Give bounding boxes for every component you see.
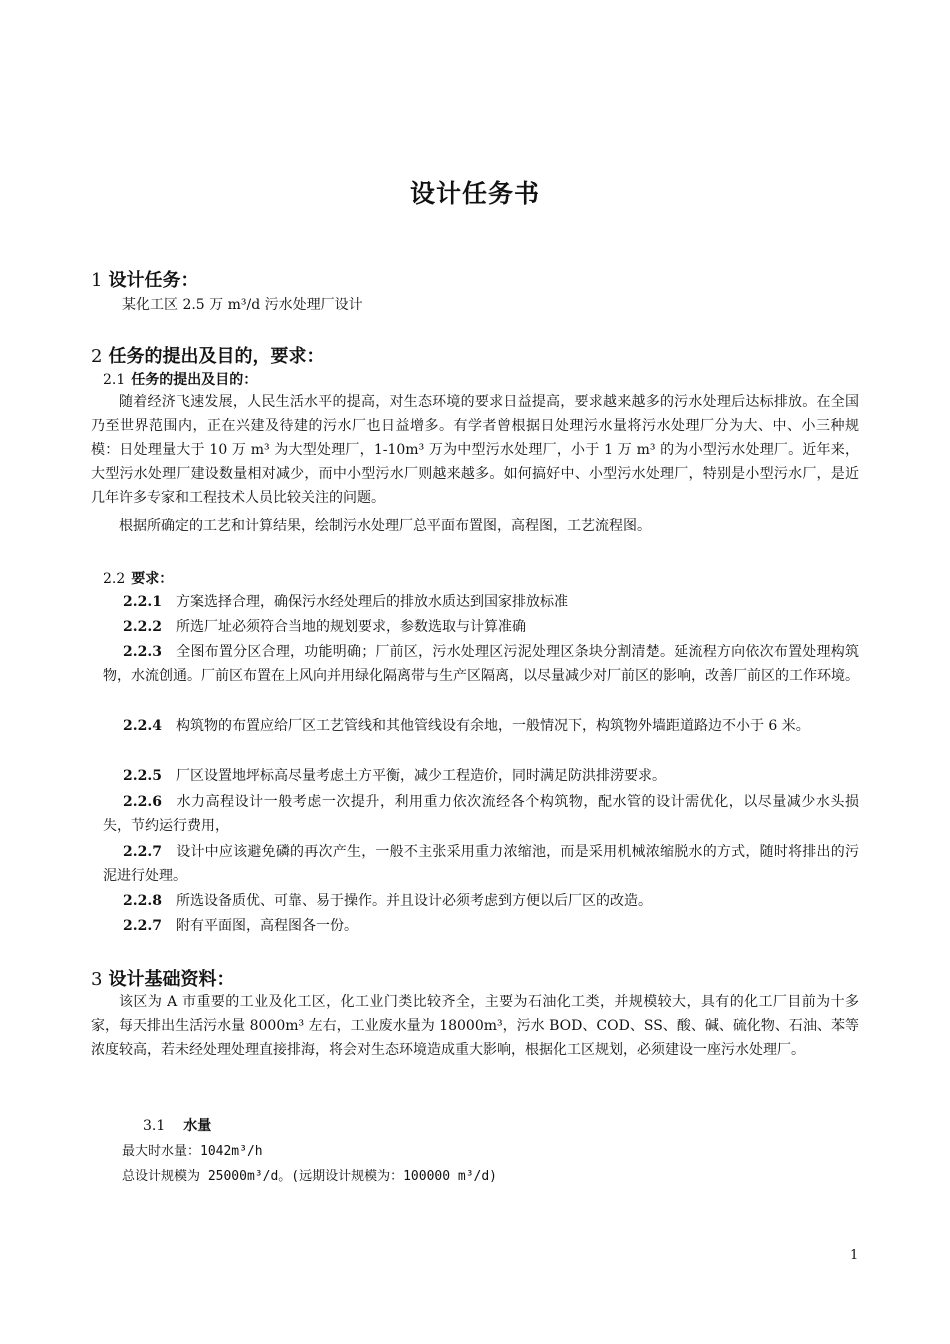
requirement-number: 2.2.5 [123, 768, 162, 784]
requirement-item [103, 840, 859, 888]
requirement-item [103, 764, 859, 788]
requirement-item [103, 640, 859, 688]
section-2-1-heading [103, 369, 257, 389]
section-2-1-number: 2.1 [103, 372, 126, 388]
requirement-item [103, 590, 859, 614]
total-design-capacity: 总设计规模为 25000m³/d。(远期设计规模为：100000 m³/d) [122, 1169, 498, 1184]
section-2-1-paragraph-2: 根据所确定的工艺和计算结果，绘制污水处理厂总平面布置图，高程图，工艺流程图。 [119, 518, 651, 534]
requirement-number: 2.2.2 [123, 619, 162, 635]
section-3-number: 3 [91, 969, 103, 990]
requirement-number: 2.2.4 [123, 718, 162, 734]
requirement-text: 所选设备质优、可靠、易于操作。并且设计必须考虑到方便以后厂区的改造。 [175, 893, 652, 909]
requirement-number: 2.2.7 [123, 918, 162, 934]
requirement-number: 2.2.8 [123, 893, 162, 909]
section-2-2-heading [103, 568, 173, 588]
page-title: 设计任务书 [409, 179, 540, 208]
section-3-1-heading [143, 1115, 211, 1135]
requirement-number: 2.2.1 [123, 594, 162, 610]
section-2-2-title: 要求： [131, 571, 174, 587]
section-3-1-number: 3.1 [143, 1118, 166, 1134]
section-2-1-title: 任务的提出及目的： [131, 372, 258, 388]
requirement-text: 全图布置分区合理，功能明确；厂前区，污水处理区污泥处理区条块分割清楚。延流程方向依次布置处理构筑物，水流创通。厂前区布置在上风向并用绿化隔离带与生产区隔离，以尽量减少对厂前区的影响，改善厂前区的工作环境。 [103, 644, 859, 684]
requirement-number: 2.2.7 [123, 844, 162, 860]
max-hourly-flow: 最大时水量：1042m³/h [122, 1144, 263, 1159]
requirement-text: 设计中应该避免磷的再次产生，一般不主张采用重力浓缩池，而是采用机械浓缩脱水的方式，随时将排出的污泥进行处理。 [103, 844, 859, 884]
requirement-item [103, 615, 859, 639]
section-2-2-number: 2.2 [103, 571, 126, 587]
requirement-text: 厂区设置地坪标高尽量考虑土方平衡，减少工程造价，同时满足防洪排涝要求。 [175, 768, 666, 784]
section-2-title: 任务的提出及目的，要求： [108, 346, 325, 367]
requirement-item [103, 914, 859, 938]
section-1-content: 某化工区 2.5 万 m³/d 污水处理厂设计 [122, 297, 363, 313]
requirement-item [103, 790, 859, 838]
section-2-1-paragraph-1: 随着经济飞速发展，人民生活水平的提高，对生态环境的要求日益提高，要求越来越多的污水处理后达标排放。在全国乃至世界范围内，正在兴建及待建的污水厂也日益增多。有学者曾根据日处理污水量将污水处理厂分为大、中、小三种规模：日处理量大于 10 万 m³ 为大型处理厂，1-10m³ 万为中型污水处理厂，小于 1 万 m³ 的为小型污水处理厂。近年来，大型污水处理厂建设数量相对减少，而中小型污水厂则越来越多。如何搞好中、小型污水处理厂，特别是小型污水厂，是近几年许多专家和工程技术人员比较关注的问题。 [91, 394, 859, 506]
section-3-1-title: 水量 [183, 1118, 212, 1134]
section-1-heading [91, 266, 198, 292]
requirement-text: 构筑物的布置应给厂区工艺管线和其他管线设有余地，一般情况下，构筑物外墙距道路边不小于 6 米。 [175, 718, 810, 734]
section-2-number: 2 [91, 346, 103, 367]
requirement-item [103, 889, 859, 913]
section-1-number: 1 [91, 270, 103, 291]
requirement-text: 所选厂址必须符合当地的规划要求，参数选取与计算准确 [175, 619, 526, 635]
page-number: 1 [850, 1248, 859, 1263]
section-3-heading [91, 965, 234, 991]
requirement-text: 水力高程设计一般考虑一次提升，利用重力依次流经各个构筑物，配水管的设计需优化，以尽量减少水头损失，节约运行费用， [103, 794, 859, 834]
section-3-title: 设计基础资料： [108, 969, 235, 990]
requirement-text: 方案选择合理，确保污水经处理后的排放水质达到国家排放标准 [175, 594, 568, 610]
requirement-number: 2.2.3 [123, 644, 162, 660]
requirement-item [103, 714, 859, 738]
requirement-number: 2.2.6 [123, 794, 162, 810]
requirement-text: 附有平面图，高程图各一份。 [175, 918, 358, 934]
section-3-paragraph: 该区为 A 市重要的工业及化工区，化工业门类比较齐全，主要为石油化工类，并规模较大，具有的化工厂目前为十多家，每天排出生活污水量 8000m³ 左右，工业废水量为 18000m³，污水 BOD、COD、SS、酸、碱、硫化物、石油、苯等浓度较高，若未经处理处理直接排海，将会对生态环境造成重大影响，根据化工区规划，必须建设一座污水处理厂。 [91, 994, 859, 1058]
section-2-heading [91, 342, 324, 368]
section-1-title: 设计任务： [108, 270, 199, 291]
